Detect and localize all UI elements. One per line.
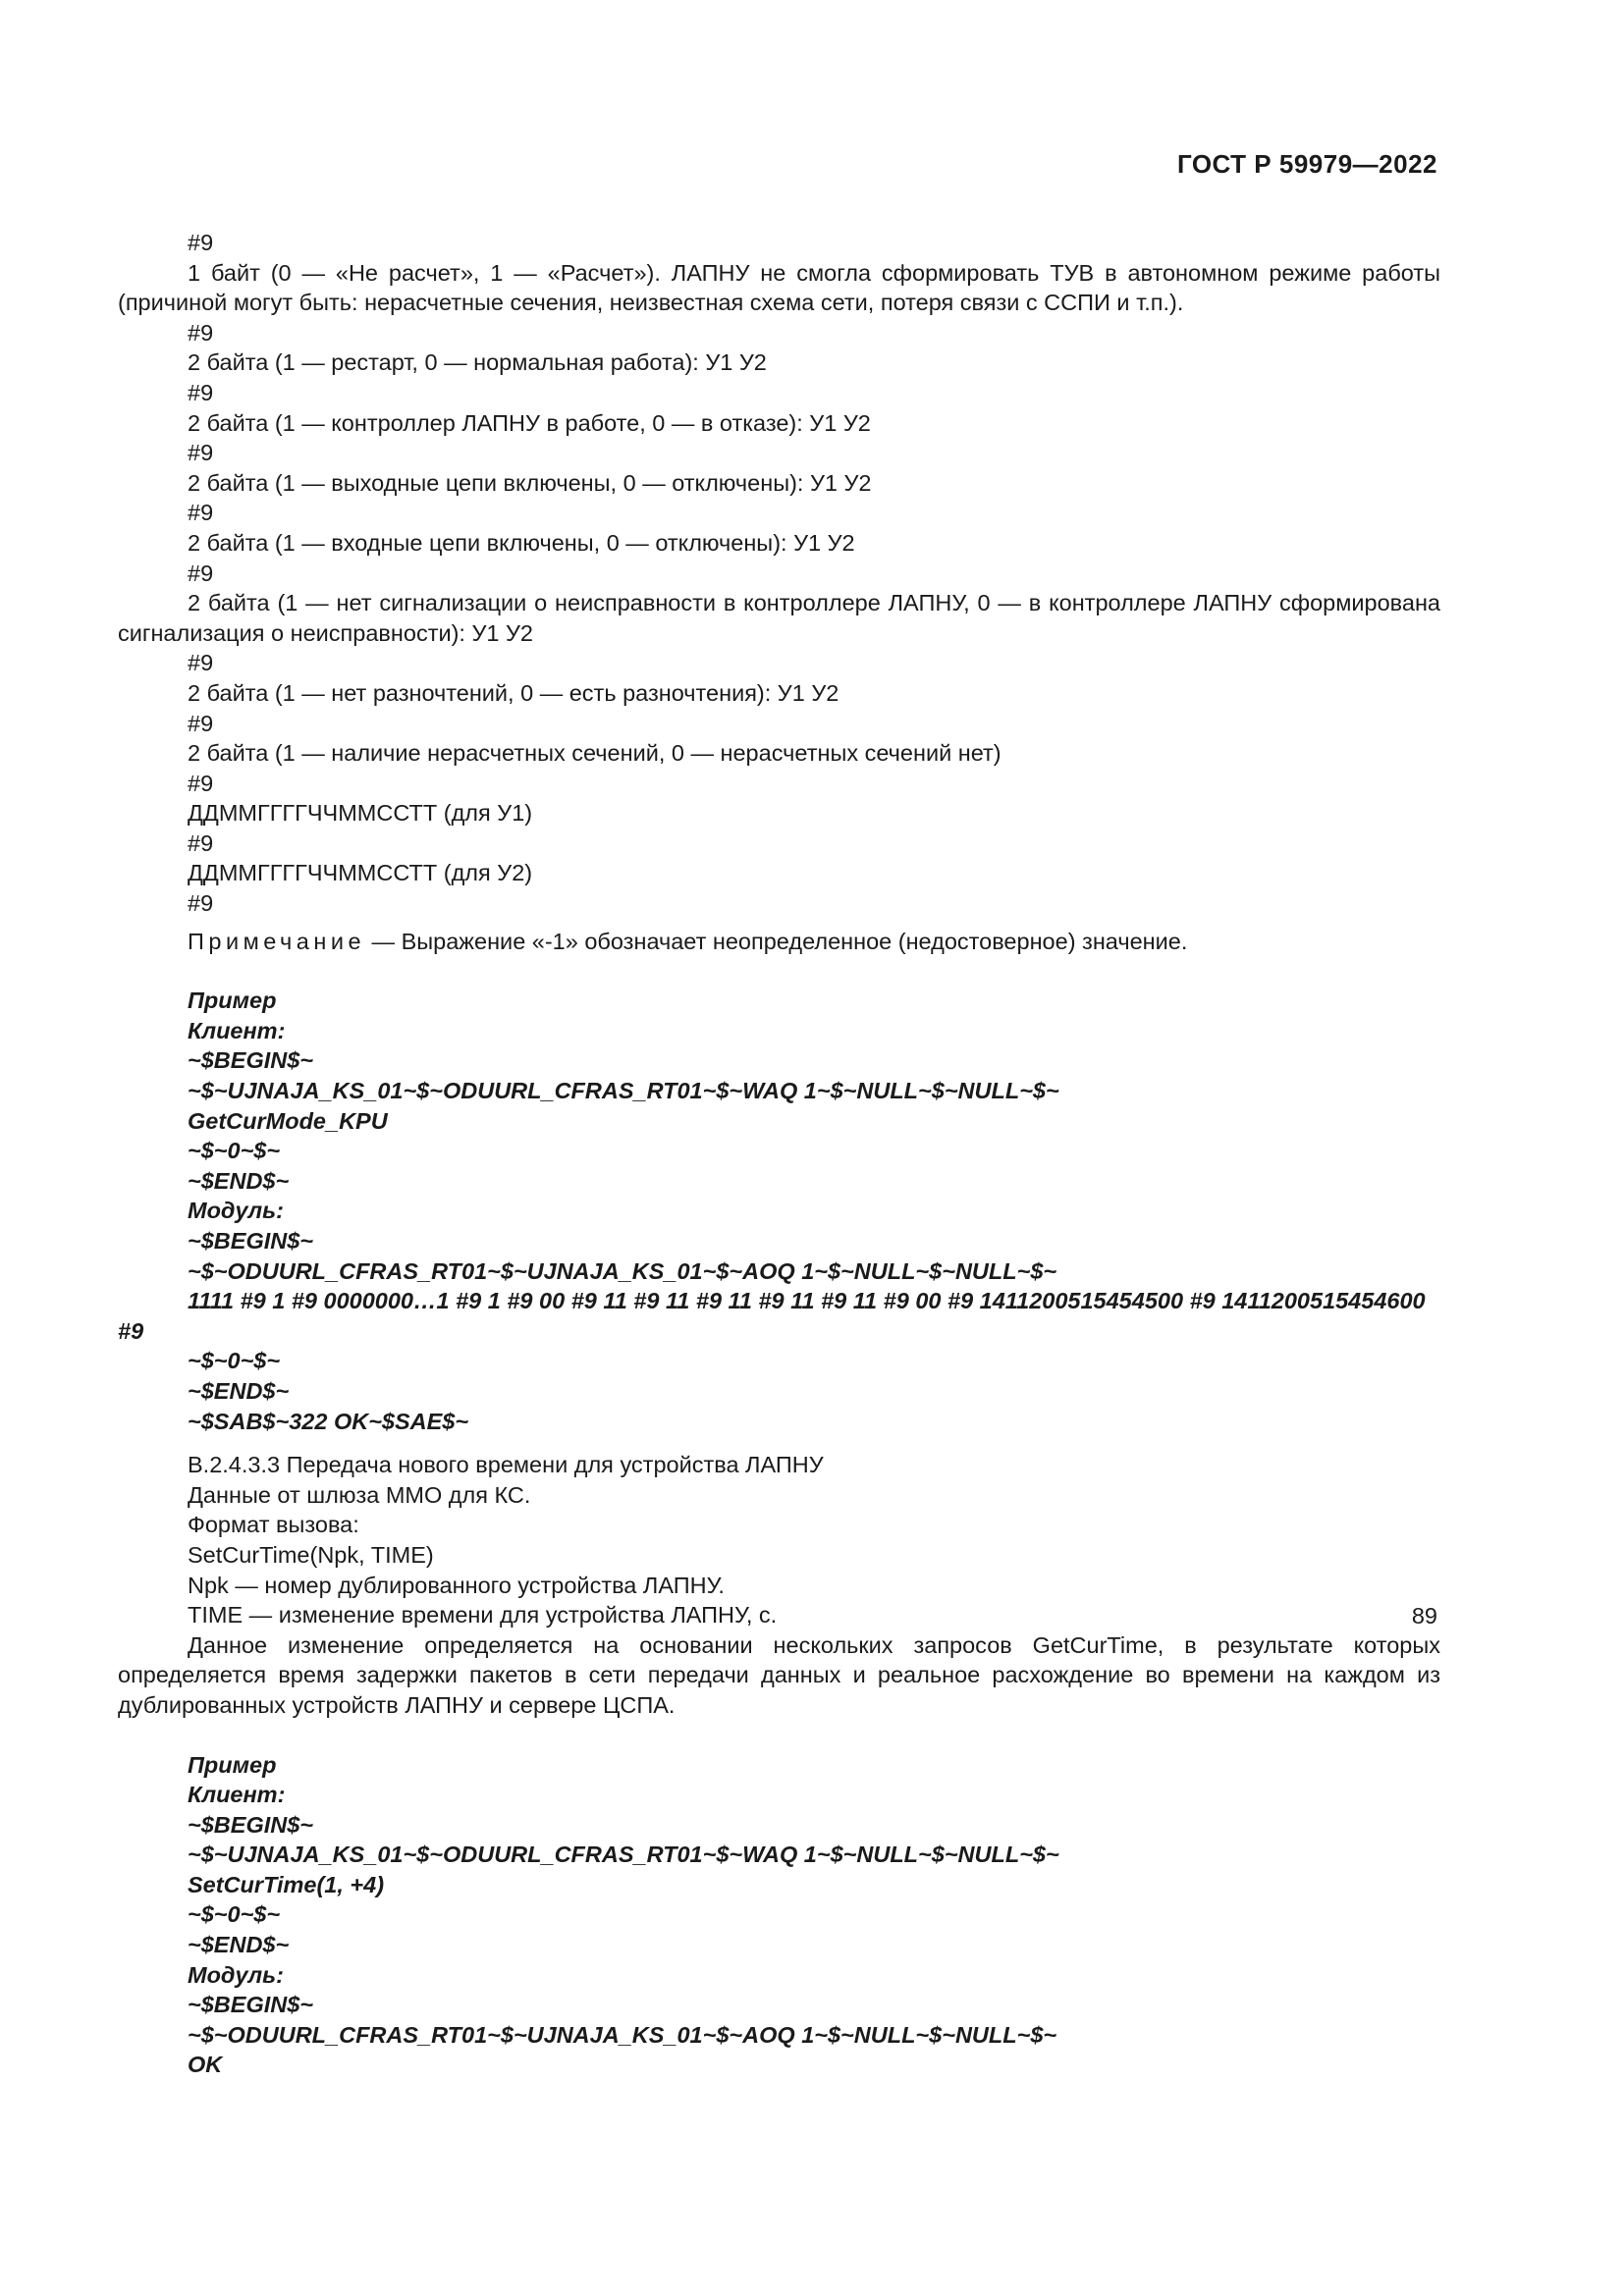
text-line: #9 bbox=[188, 440, 214, 466]
text-line: #9 bbox=[188, 770, 214, 796]
field-list bbox=[118, 228, 1440, 919]
page-content bbox=[118, 228, 1440, 2080]
text-line: Данное изменение определяется на основании нескольких запросов GetCurTime, в результате которых определяется время задержки пакетов в сети передачи данных и реальное расхождение во времени на каждом из дублированных устройств ЛАПНУ и сервере ЦСПА. bbox=[118, 1631, 1440, 1718]
text-line: OK bbox=[188, 2052, 223, 2078]
text-line: SetCurTime(Npk, TIME) bbox=[188, 1541, 434, 1568]
text-line: ~$END$~ bbox=[188, 1932, 290, 1958]
text-line: 1 байт (0 — «Не расчет», 1 — «Расчет»). ЛАПНУ не смогла сформировать ТУВ в автономном режиме работы (причиной могут быть: нерасчетные сечения, неизвестная схема сети, потеря связи с ССПИ и т.п.). bbox=[118, 259, 1440, 316]
text-line: ДДММГГГГЧЧММССТТ (для У1) bbox=[188, 800, 533, 827]
text-line: TIME — изменение времени для устройства ЛАПНУ, с. bbox=[188, 1602, 778, 1629]
text-line: ~$END$~ bbox=[188, 1377, 290, 1404]
text-line: #9 bbox=[188, 379, 214, 405]
text-line: Модуль: bbox=[188, 1961, 284, 1988]
text-line: 2 байта (1 — рестарт, 0 — нормальная работа): У1 У2 bbox=[188, 349, 767, 376]
text-line: Данные от шлюза ММО для КС. bbox=[188, 1481, 531, 1508]
text-line: 2 байта (1 — контроллер ЛАПНУ в работе, 0 — в отказе): У1 У2 bbox=[188, 409, 871, 436]
text-line: Пример bbox=[188, 1751, 277, 1778]
text-line: ~$END$~ bbox=[188, 1167, 290, 1194]
text-line: Npk — номер дублированного устройства ЛАПНУ. bbox=[188, 1572, 725, 1598]
text-line: 2 байта (1 — нет разночтений, 0 — есть разночтения): У1 У2 bbox=[188, 679, 839, 706]
page-number: 89 bbox=[1411, 1603, 1437, 1629]
text-line: #9 bbox=[188, 500, 214, 526]
note bbox=[118, 927, 1440, 957]
text-line: 2 байта (1 — наличие нерасчетных сечений, 0 — нерасчетных сечений нет) bbox=[188, 740, 1001, 767]
text-line: #9 bbox=[188, 230, 214, 255]
text-line: GetCurMode_KPU bbox=[188, 1107, 388, 1134]
text-line: 2 байта (1 — входные цепи включены, 0 — отключены): У1 У2 bbox=[188, 529, 855, 556]
note-label: Примечание bbox=[188, 928, 366, 954]
text-line: 1111 #9 1 #9 0000000…1 #9 1 #9 00 #9 11 #9 11 #9 11 #9 11 #9 11 #9 00 #9 1411200515454500 #9 1411200515454600 #9 bbox=[118, 1288, 1426, 1344]
text-line: Пример bbox=[188, 988, 277, 1014]
section-block bbox=[118, 1450, 1440, 1720]
text-line: #9 bbox=[188, 829, 214, 856]
text-line: ~$BEGIN$~ bbox=[188, 1228, 314, 1254]
text-line: #9 bbox=[188, 710, 214, 736]
text-line: #9 bbox=[188, 560, 214, 586]
text-line: ~$~0~$~ bbox=[188, 1901, 281, 1928]
text-line: ~$~0~$~ bbox=[188, 1138, 281, 1164]
text-line: ~$~0~$~ bbox=[188, 1348, 281, 1374]
document-header: ГОСТ Р 59979—2022 bbox=[1176, 149, 1437, 179]
text-line: В.2.4.3.3 Передача нового времени для устройства ЛАПНУ bbox=[188, 1452, 824, 1478]
text-line: Модуль: bbox=[188, 1198, 284, 1224]
text-line: Клиент: bbox=[188, 1782, 286, 1808]
text-line: 2 байта (1 — выходные цепи включены, 0 — отключены): У1 У2 bbox=[188, 469, 872, 496]
text-line: 2 байта (1 — нет сигнализации о неисправности в контроллере ЛАПНУ, 0 — в контроллере ЛАПНУ сформирована сигнализация о неисправности): У1 У2 bbox=[118, 590, 1440, 646]
example-block bbox=[118, 986, 1440, 1436]
text-line: #9 bbox=[188, 650, 214, 676]
text-line: Формат вызова: bbox=[188, 1512, 359, 1538]
example-block bbox=[118, 1750, 1440, 2081]
text-line: ~$BEGIN$~ bbox=[188, 1992, 314, 2018]
text-line: ~$~UJNAJA_KS_01~$~ODUURL_CFRAS_RT01~$~WAQ 1~$~NULL~$~NULL~$~ bbox=[188, 1842, 1059, 1868]
text-line: #9 bbox=[188, 319, 214, 346]
text-line: #9 bbox=[188, 890, 214, 917]
text-line: ~$SAB$~322 OK~$SAE$~ bbox=[188, 1408, 469, 1434]
text-line: ~$BEGIN$~ bbox=[188, 1047, 314, 1074]
text-line: ~$~ODUURL_CFRAS_RT01~$~UJNAJA_KS_01~$~AOQ 1~$~NULL~$~NULL~$~ bbox=[188, 2021, 1057, 2048]
text-line: ~$~ODUURL_CFRAS_RT01~$~UJNAJA_KS_01~$~AOQ 1~$~NULL~$~NULL~$~ bbox=[188, 1257, 1057, 1284]
text-line: ~$~UJNAJA_KS_01~$~ODUURL_CFRAS_RT01~$~WAQ 1~$~NULL~$~NULL~$~ bbox=[188, 1078, 1059, 1104]
text-line: ~$BEGIN$~ bbox=[188, 1811, 314, 1838]
text-line: SetCurTime(1, +4) bbox=[188, 1871, 385, 1897]
text-line: Клиент: bbox=[188, 1017, 286, 1043]
note-text: — Выражение «-1» обозначает неопределенное (недостоверное) значение. bbox=[365, 928, 1188, 954]
text-line: ДДММГГГГЧЧММССТТ (для У2) bbox=[188, 860, 533, 886]
